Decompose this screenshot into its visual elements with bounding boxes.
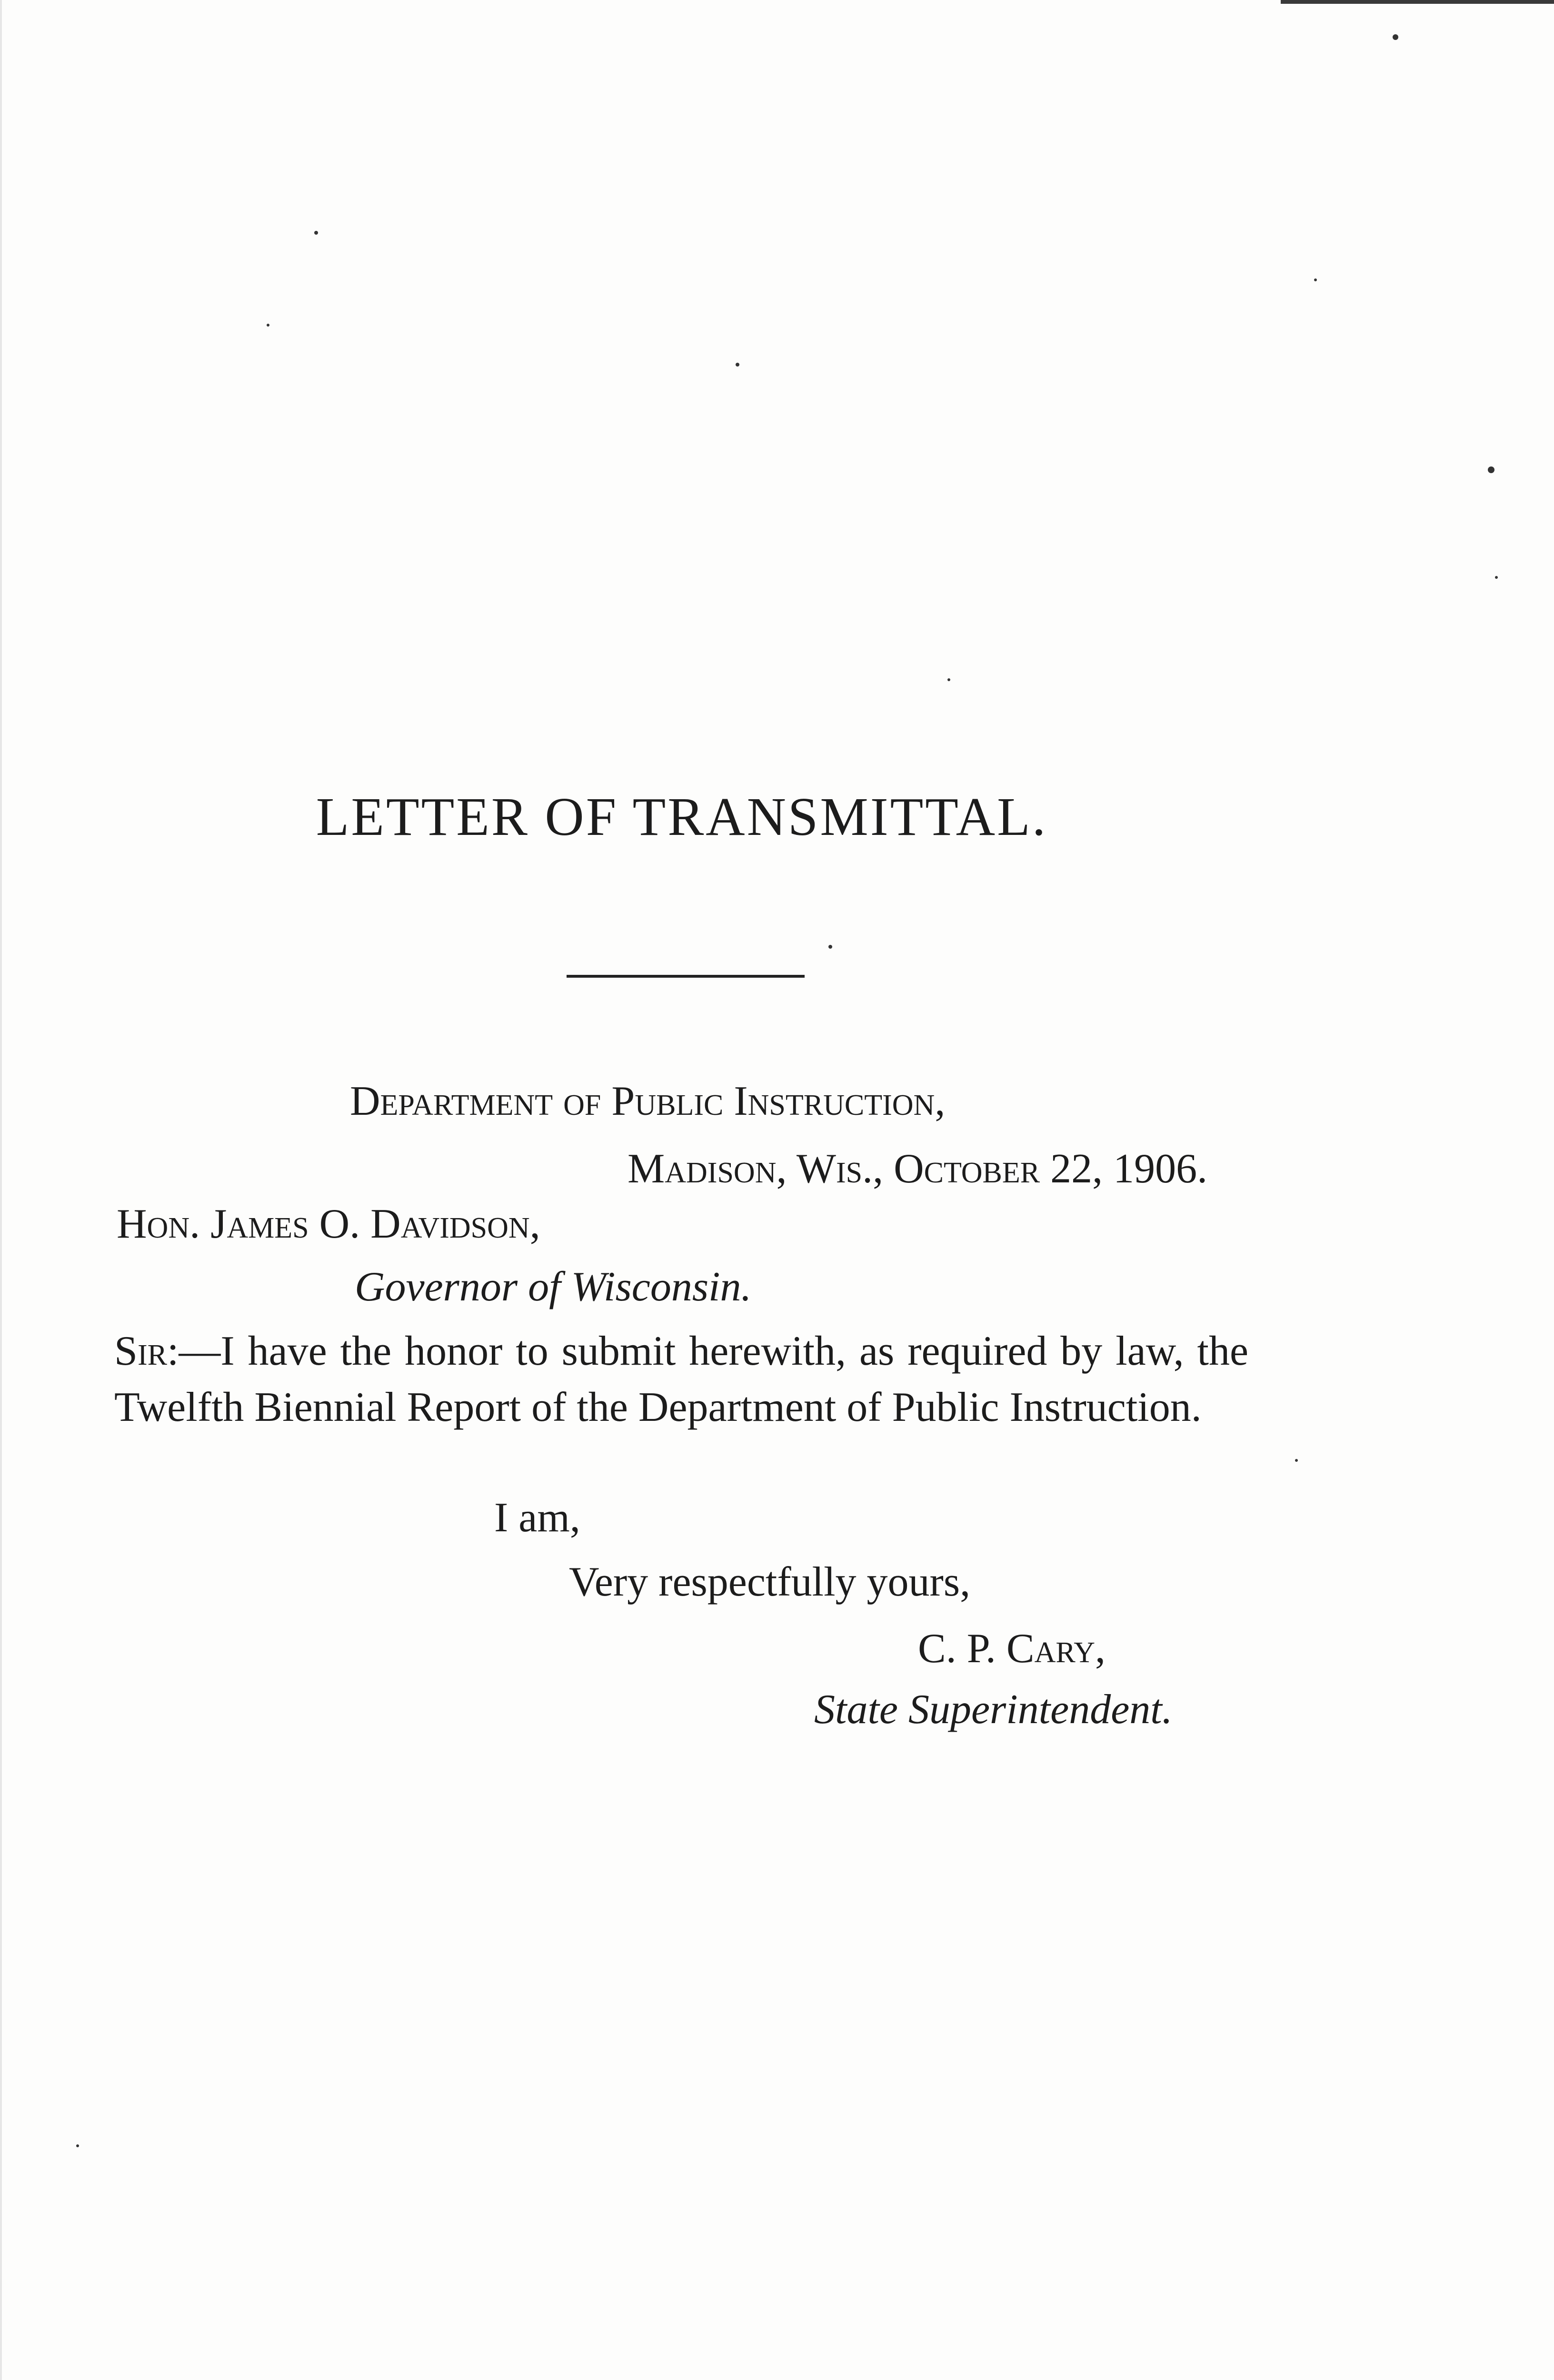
scan-speck <box>267 324 269 327</box>
signer-title: State Superintendent. <box>814 1686 1173 1733</box>
scan-speck <box>828 945 832 949</box>
addressee-name: Hon. James O. Davidson, <box>117 1201 540 1247</box>
page-left-edge-shadow <box>0 0 2 2380</box>
department-heading: Department of Public Instruction, <box>350 1078 946 1124</box>
letter-title: LETTER OF TRANSMITTAL. <box>316 786 1048 847</box>
addressee-office: Governor of Wisconsin. <box>355 1264 752 1310</box>
closing-line-1: I am, <box>494 1495 580 1541</box>
signer-name: C. P. Cary, <box>918 1626 1106 1672</box>
scan-speck <box>1295 1459 1298 1462</box>
salutation: Sir: <box>114 1328 179 1374</box>
letter-body <box>114 1323 1248 1436</box>
scan-speck <box>1488 466 1494 473</box>
scan-speck <box>1314 278 1317 281</box>
title-divider-rule <box>567 975 805 978</box>
closing-line-2: Very respectfully yours, <box>569 1559 971 1605</box>
page-top-edge-shadow <box>1281 0 1554 4</box>
scan-speck <box>947 678 950 681</box>
letter-body-text: —I have the honor to submit herewith, as required by law, the Twelfth Biennial Report of the Department of Public Instruction. <box>114 1328 1248 1430</box>
scan-speck <box>736 363 739 367</box>
scan-speck <box>314 231 318 235</box>
place-and-date: Madison, Wis., October 22, 1906. <box>628 1146 1208 1192</box>
scan-speck <box>1495 576 1498 579</box>
scan-speck <box>76 2144 79 2147</box>
scan-speck <box>1393 34 1398 40</box>
